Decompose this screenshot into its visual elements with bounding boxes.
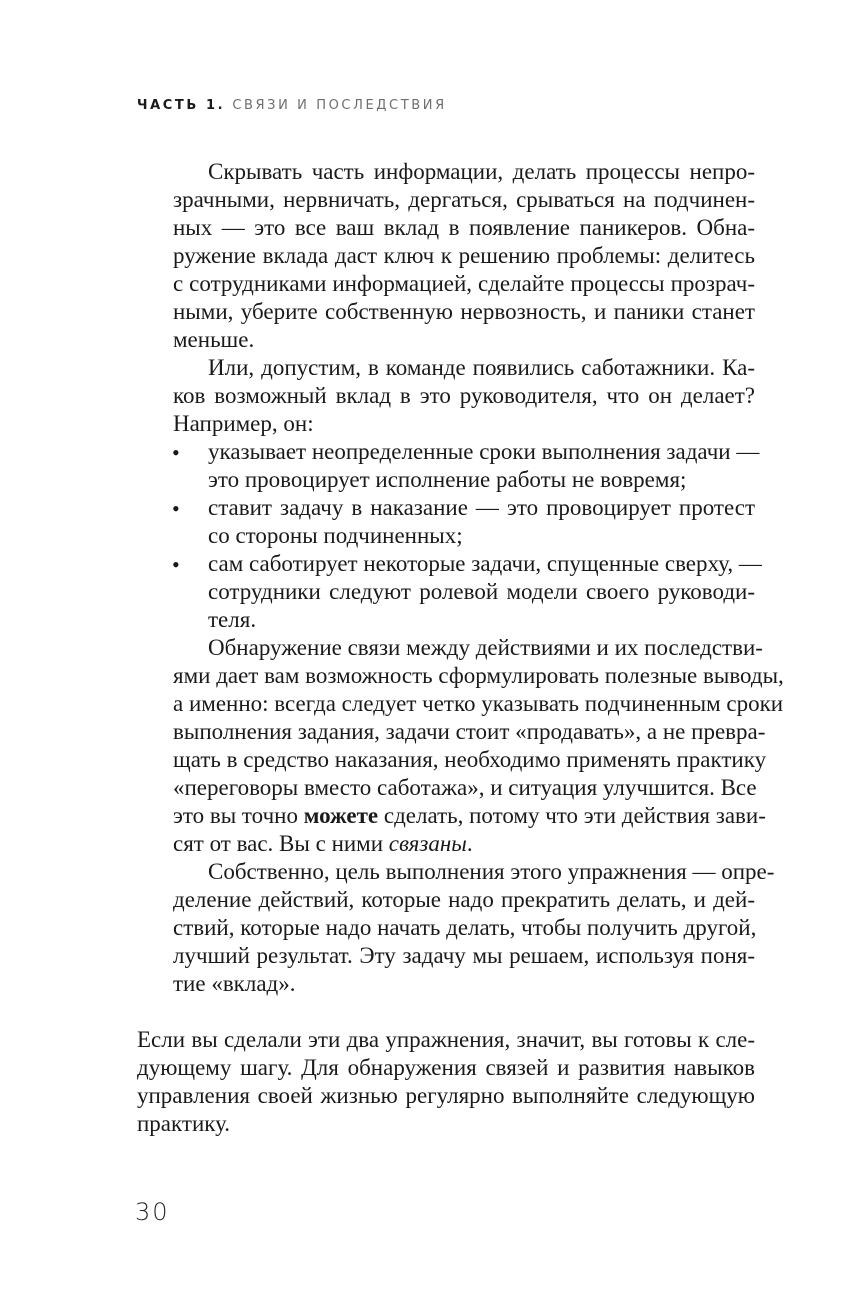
text-line: ями дает вам возможность сформулировать полезные выводы,	[173, 663, 784, 688]
text-line: щать в средство наказания, необходимо применять практику	[173, 747, 767, 772]
running-head-section: СВЯЗИ И ПОСЛЕДСТВИЯ	[232, 98, 447, 113]
text-line: Например, он:	[173, 411, 314, 436]
text-line: Собственно, цель выполнения этого упражнения — опре-	[208, 859, 775, 884]
bullet-line: указывает неопределенные сроки выполнения задачи —	[208, 439, 760, 464]
text-line: ными, уберите собственную нервозность, и паники станет	[173, 299, 755, 324]
text-line: выполнения задания, задачи стоит «продавать», а не превра-	[173, 719, 766, 744]
text-line: ружение вклада даст ключ к решению проблемы: делитесь	[173, 243, 755, 268]
running-head-part: ЧАСТЬ 1.	[137, 98, 226, 113]
running-head	[137, 98, 447, 113]
text-line: ков возможный вклад в это руководителя, что он делает?	[173, 383, 755, 408]
text-fragment: сделать, потому что эти действия зави-	[378, 803, 766, 828]
text-line: с сотрудниками информацией, сделайте процессы прозрач-	[173, 271, 755, 296]
text-fragment: это вы точно	[173, 803, 304, 828]
bullet-marker: •	[172, 496, 180, 521]
bullet-line: сам саботирует некоторые задачи, спущенные сверху, —	[208, 551, 762, 576]
text-line	[173, 802, 766, 829]
text-line: зрачными, нервничать, дергаться, срываться на подчинен-	[173, 187, 755, 212]
text-line: Скрывать часть информации, делать процессы непро-	[208, 159, 755, 184]
text-line	[173, 830, 755, 857]
text-line: Или, допустим, в команде появились саботажники. Ка-	[208, 355, 755, 380]
text-line: лучший результат. Эту задачу мы решаем, используя поня-	[173, 943, 755, 968]
text-line: дующему шагу. Для обнаружения связей и развития навыков	[137, 1055, 755, 1080]
emphasis-bold: можете	[303, 803, 379, 828]
bullet-line: это провоцирует исполнение работы не вовремя;	[208, 467, 687, 492]
text-fragment: .	[466, 831, 473, 856]
text-line: Если вы сделали эти два упражнения, значит, вы готовы к сле-	[137, 1027, 755, 1052]
text-fragment: сят от вас. Вы с ними	[173, 831, 389, 856]
bullet-line: сотрудники следуют ролевой модели своего руководи-	[208, 579, 755, 604]
bullet-marker: •	[172, 552, 180, 577]
text-line: деление действий, которые надо прекратить делать, и дей-	[173, 887, 755, 912]
bullet-line: со стороны подчиненных;	[208, 523, 463, 548]
bullet-line: ставит задачу в наказание — это провоцирует протест	[208, 495, 755, 520]
bullet-marker: •	[172, 440, 180, 465]
text-line: меньше.	[173, 327, 255, 352]
text-line: а именно: всегда следует четко указывать подчиненным сроки	[173, 691, 784, 716]
text-line: тие «вклад».	[173, 971, 296, 996]
bullet-line: теля.	[208, 607, 257, 632]
text-line: ствий, которые надо начать делать, чтобы получить другой,	[173, 915, 757, 940]
emphasis-italic: связаны	[388, 831, 467, 856]
text-line: Обнаружение связи между действиями и их последстви-	[208, 635, 763, 660]
text-line: управления своей жизнью регулярно выполняйте следующую	[137, 1083, 755, 1108]
text-line: практику.	[137, 1111, 231, 1136]
page-number: 30	[135, 1198, 170, 1226]
text-line: «переговоры вместо саботажа», и ситуация улучшится. Все	[173, 775, 757, 800]
text-line: ных — это все ваш вклад в появление паникеров. Обна-	[173, 215, 755, 240]
